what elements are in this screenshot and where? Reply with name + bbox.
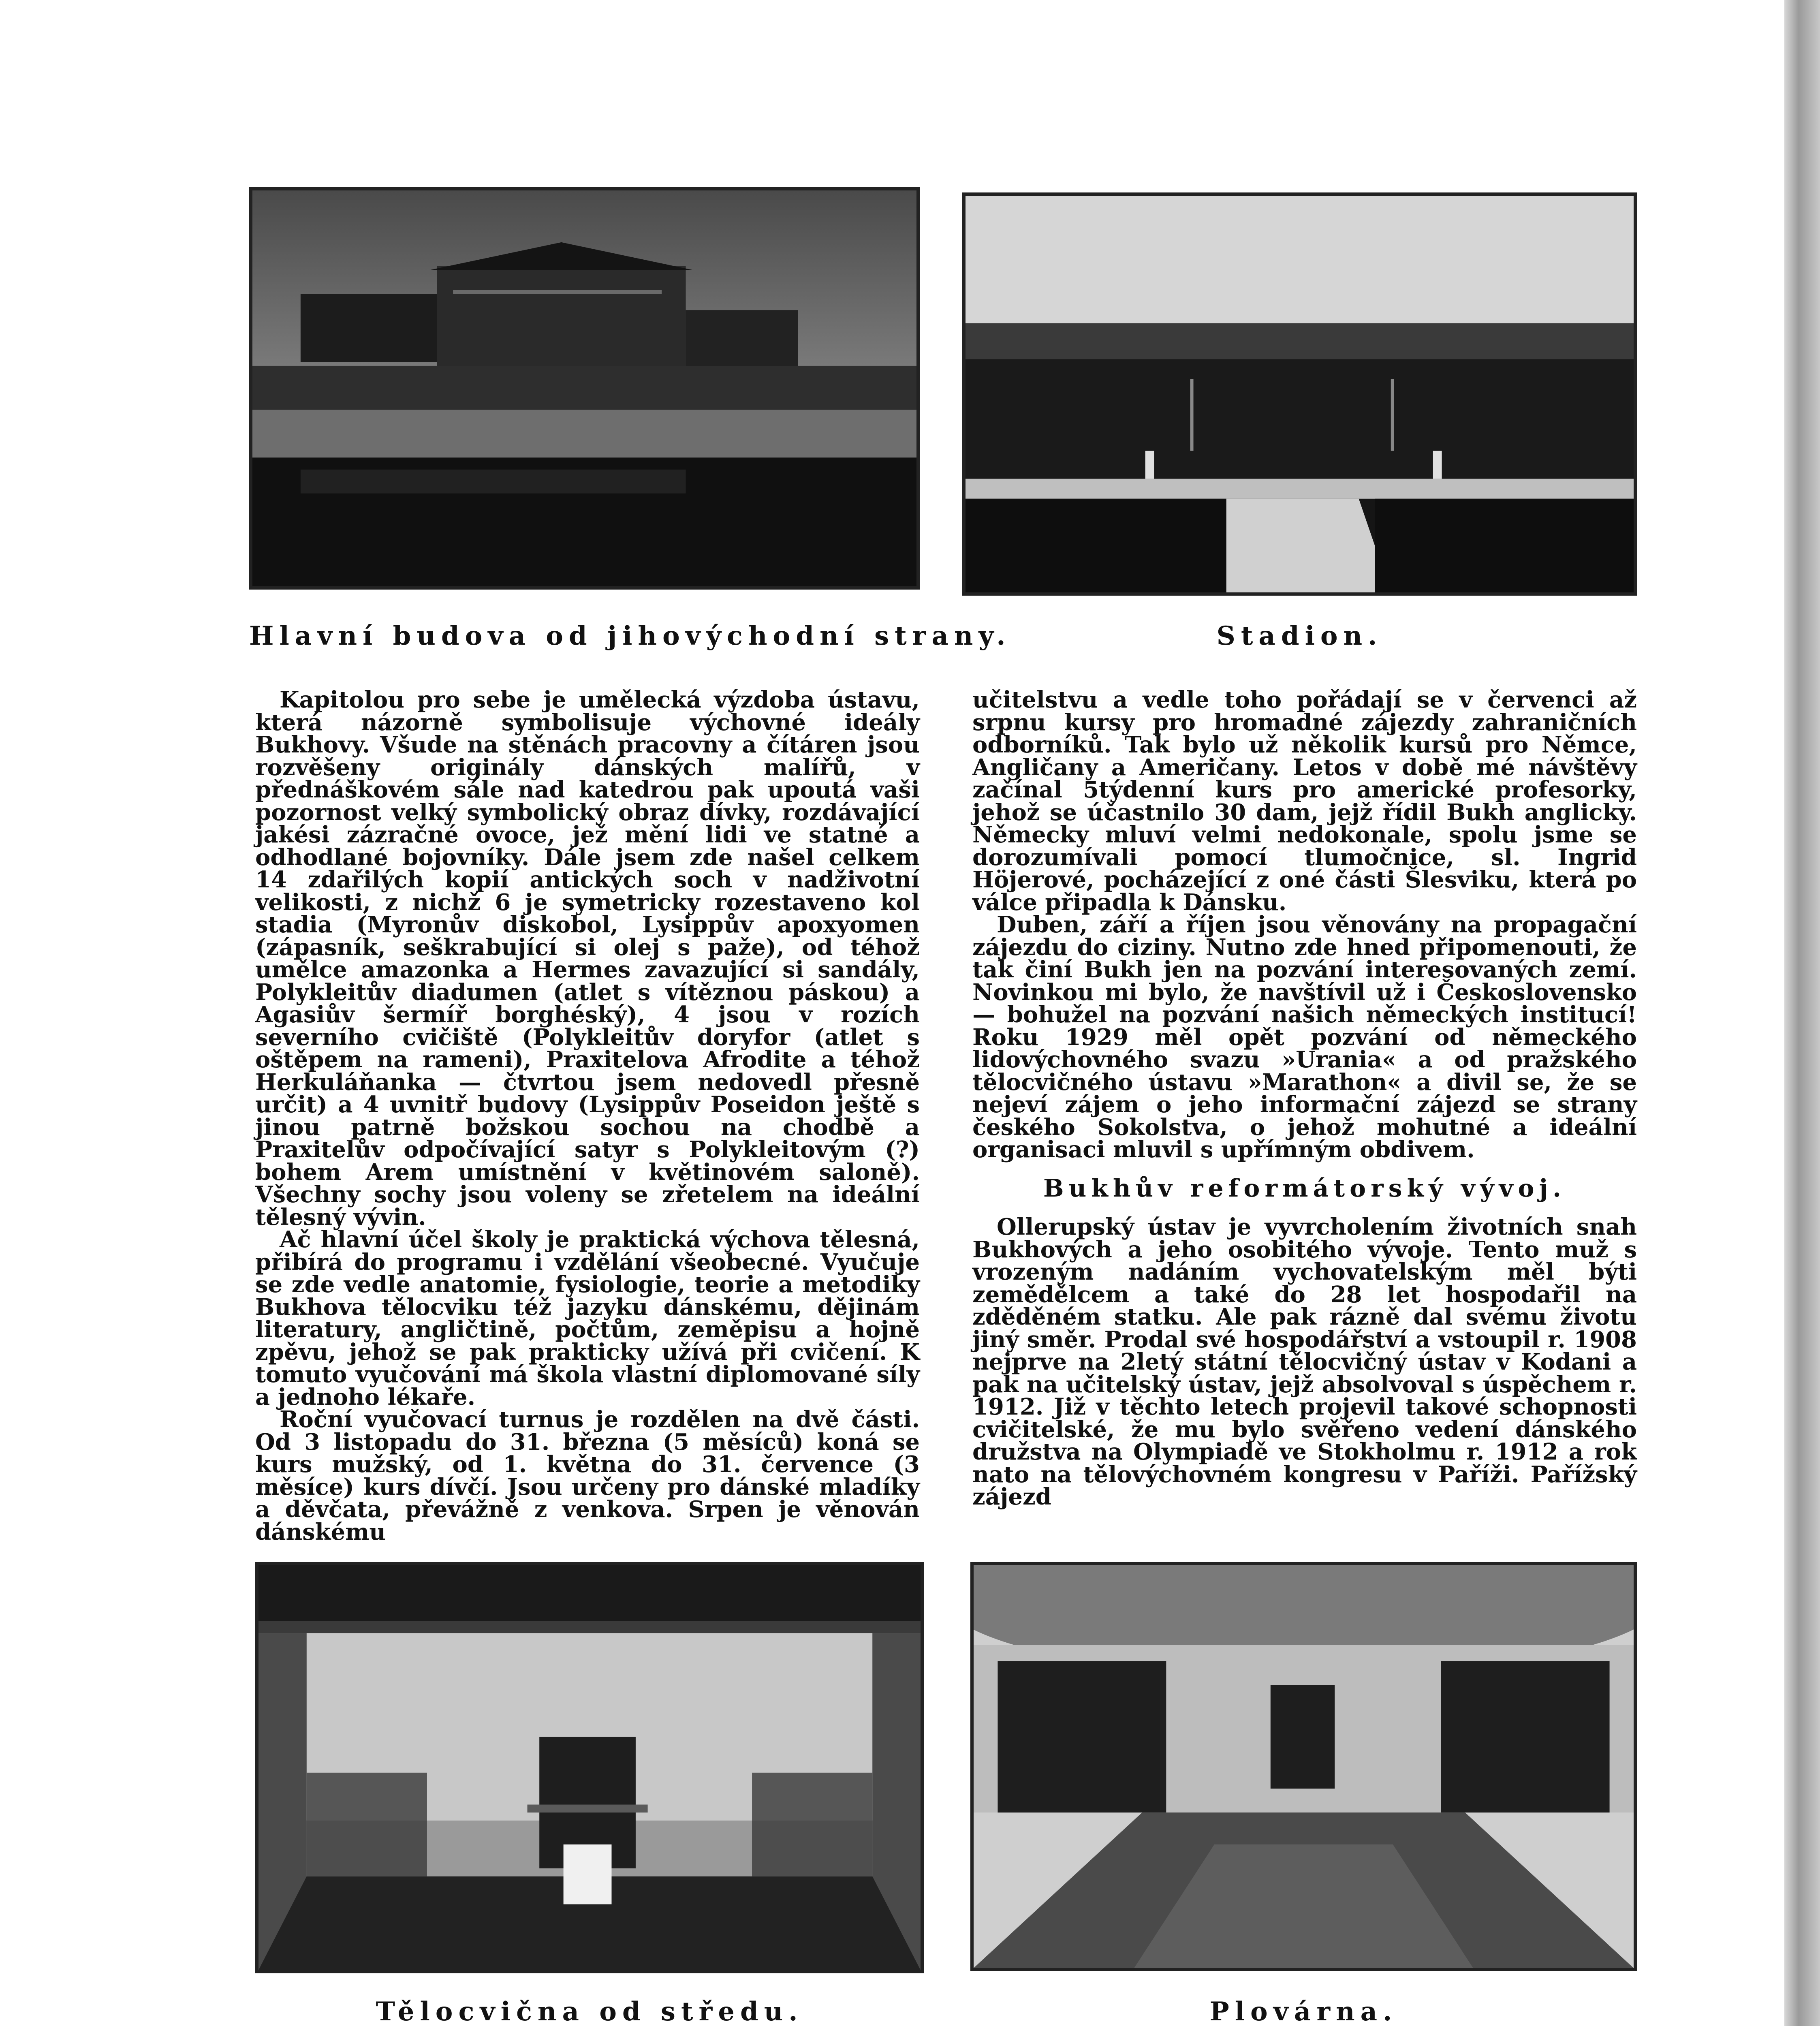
photo-stadium (962, 192, 1637, 596)
page-edge (1784, 0, 1820, 2026)
left-text-column (255, 686, 920, 1545)
photo-gym (255, 1562, 924, 1973)
pool-image (974, 1565, 1634, 1968)
photo-main-building (249, 187, 920, 590)
gym-image (258, 1565, 921, 1970)
section-heading: Bukhův reformátorský vývoj. (1043, 1174, 1566, 1203)
photo-pool (970, 1562, 1637, 1971)
right-paragraph-1: učitelstvu a vedle toho pořádají se v červenci až srpnu kursy pro hromadné zájezdy zahraničních odborníků. Tak bylo už několik kursů pro Němce, Angličany a Američany. Letos v době mé návštěvy začínal 5týdenní kurs pro americké profesorky, jehož se účastnilo 30 dam, jejž řídil Bukh anglicky. Německy mluví velmi nedokonale, spolu jsme se dorozumívali pomocí tlumočnice, sl. Ingrid Höjerové, pocházející z oné části Šlesviku, která po válce připadla k Dánsku. (972, 686, 1637, 916)
caption-gym: Tělocvična od středu. (376, 1996, 803, 2026)
caption-pool: Plovárna. (1209, 1996, 1398, 2026)
left-paragraph-3: Roční vyučovací turnus je rozdělen na dvě části. Od 3 listopadu do 31. března (5 měsíců) koná se kurs mužský, od 1. května do 31. července (3 měsíce) kurs dívčí. Jsou určeny pro dánské mladíky a děvčata, převážně z venkova. Srpen je věnován dánskému (255, 1406, 920, 1545)
caption-main-building: Hlavní budova od jihovýchodní strany. (249, 621, 1011, 651)
caption-stadium: Stadion. (1216, 621, 1383, 651)
right-paragraph-2: Duben, září a říjen jsou věnovány na propagační zájezdu do ciziny. Nutno zde hned připomenouti, že tak činí Bukh jen na pozvání interesovaných zemí. Novinkou mi bylo, že navštívil už i Československo — bohužel na pozvání našich německých institucí! Roku 1929 měl opět pozvání od německého lidovýchovného svazu »Urania« a od pražského tělocvičného ústavu »Marathon« a divil se, že se nejeví zájem o jeho informační zájezd se strany českého Sokolstva, o jehož mohutné a ideální organisaci mluvil s upřímným obdivem. (972, 911, 1637, 1163)
right-text-column (972, 686, 1637, 1510)
main-building-image (252, 190, 916, 586)
stadium-image (966, 196, 1634, 592)
left-paragraph-1: Kapitolou pro sebe je umělecká výzdoba ústavu, která názorně symbolisuje výchovné ideály Bukhovy. Všude na stěnách pracovny a čítáren jsou rozvěšeny originály dánských malířů, v přednáškovém sále nad katedrou pak upoutá vaši pozornost velký symbolický obraz dívky, rozdávající jakési zázračné ovoce, jež mění lidi ve statné a odhodlané bojovníky. Dále jsem zde našel celkem 14 zdařilých kopií antických soch v nadživotní velikosti, z nichž 6 je symetricky rozestaveno kol stadia (Myronův diskobol, Lysippův apoxyomen (zápasník, seškrabující si olej s paže), od téhož umělce amazonka a Hermes zavazující si sandály, Polykleitův diadumen (atlet s vítěznou páskou) a Agasiův šermíř borghéský), 4 jsou v rozích severního cvičiště (Polykleitův doryfor (atlet s oštěpem na rameni), Praxitelova Afrodite a téhož Herkuláňanka — čtvrtou jsem nedovedl přesně určit) a 4 uvnitř budovy (Lysippův Poseidon ještě s jinou patrně božskou sochou na chodbě a Praxitelův odpočívající satyr s Polykleitovým (?) bohem Arem umístnění v květinovém saloně). Všechny sochy jsou voleny se zřetelem na ideální tělesný vývin. (255, 686, 920, 1231)
left-paragraph-2: Ač hlavní účel školy je praktická výchova tělesná, přibírá do programu i vzdělání všeobecné. Vyučuje se zde vedle anatomie, fysiologie, teorie a metodiky Bukhova tělocviku též jazyku dánskému, dějinám literatury, angličtině, počtům, zeměpisu a hojně zpěvu, jehož se pak prakticky užívá při cvičení. K tomuto vyučování má škola vlastní diplomované síly a jednoho lékaře. (255, 1226, 920, 1411)
right-paragraph-3: Ollerupský ústav je vyvrcholením životních snah Bukhových a jeho osobitého vývoje. Tento muž s vrozeným nadáním vychovatelským měl býti zemědělcem a také do 28 let hospodařil na zděděném statku. Ale pak rázně dal svému životu jiný směr. Prodal své hospodářství a vstoupil r. 1908 nejprve na 2letý státní tělocvičný ústav v Kodani a pak na učitelský ústav, jejž absolvoval s úspěchem r. 1912. Již v těchto letech projevil takové schopnosti cvičitelské, že mu bylo svěřeno vedení dánského družstva na Olympiadě ve Stokholmu r. 1912 a rok nato na tělovýchovném kongresu v Paříži. Pařížský zájezd (972, 1214, 1637, 1510)
